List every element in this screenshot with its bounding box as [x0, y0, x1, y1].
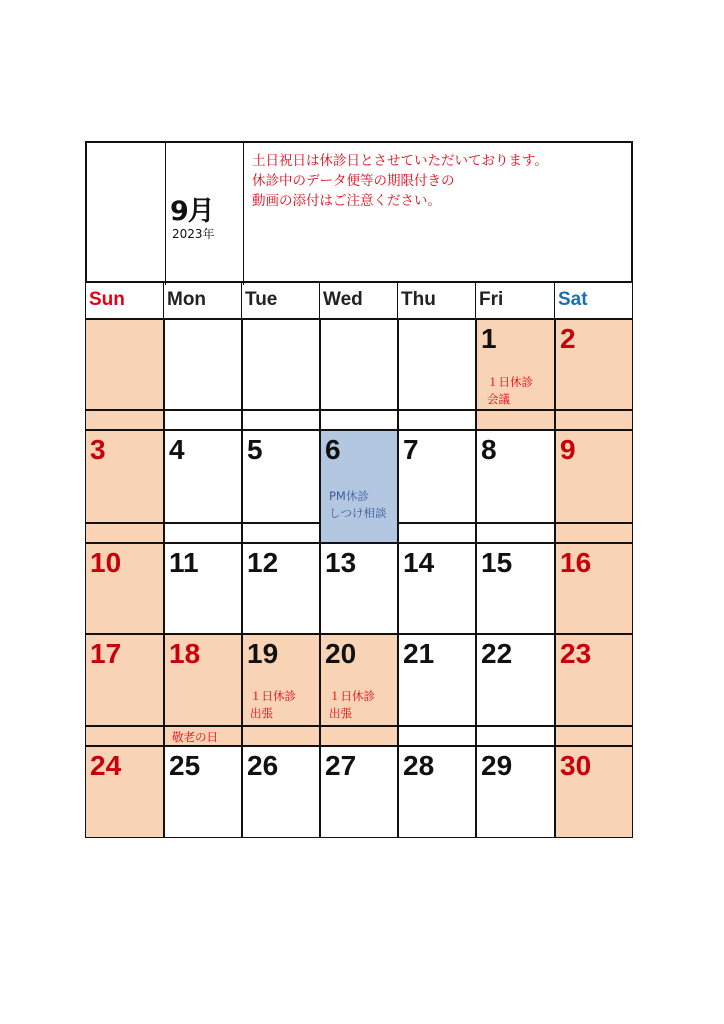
day-number: 6	[325, 434, 341, 465]
day-cell	[398, 430, 476, 523]
weekday-fri	[476, 283, 555, 319]
day-cell	[164, 746, 242, 838]
holiday-strip	[398, 523, 476, 543]
day-cell	[398, 543, 476, 634]
closure-note: １日休診	[329, 689, 375, 703]
closure-note: １日休診	[250, 689, 296, 703]
day-number: 20	[325, 638, 357, 669]
day-number: 17	[90, 638, 122, 669]
holiday-strip	[476, 523, 555, 543]
closure-note: １日休診	[487, 375, 533, 389]
holiday-strip	[476, 726, 555, 746]
day-cell-empty	[242, 319, 320, 410]
day-number: 10	[90, 547, 122, 578]
day-cell-empty	[85, 319, 164, 410]
holiday-strip	[164, 726, 242, 746]
holiday-strip	[242, 410, 320, 430]
day-number: 26	[247, 750, 279, 781]
holiday-strip	[555, 410, 633, 430]
holiday-strip	[164, 410, 242, 430]
day-cell	[476, 543, 555, 634]
day-number: 30	[560, 750, 592, 781]
day-cell	[164, 543, 242, 634]
weekday-sat	[555, 283, 633, 319]
day-cell	[555, 634, 633, 726]
holiday-label: 敬老の日	[172, 730, 218, 744]
day-cell	[320, 543, 398, 634]
day-cell	[555, 430, 633, 523]
holiday-strip	[242, 523, 320, 543]
holiday-strip	[85, 523, 164, 543]
day-number: 12	[247, 547, 279, 578]
day-number: 22	[481, 638, 513, 669]
day-cell	[398, 634, 476, 726]
day-cell	[555, 319, 633, 410]
day-cell	[85, 543, 164, 634]
day-cell	[476, 634, 555, 726]
closure-note: しつけ相談	[329, 506, 387, 520]
day-cell	[85, 430, 164, 523]
closure-note: 会議	[487, 392, 510, 406]
day-cell	[555, 746, 633, 838]
day-number: 2	[560, 323, 576, 354]
day-cell	[164, 634, 242, 726]
day-number: 11	[169, 547, 199, 578]
year-label: 2023年	[172, 227, 215, 241]
day-number: 9	[560, 434, 576, 465]
day-cell	[164, 430, 242, 523]
day-number: 3	[90, 434, 106, 465]
day-cell	[85, 746, 164, 838]
day-number: 7	[403, 434, 419, 465]
weekday-label: Sun	[89, 289, 125, 310]
day-cell	[398, 746, 476, 838]
day-cell	[555, 543, 633, 634]
holiday-strip	[398, 410, 476, 430]
month-label: 9月	[170, 196, 214, 227]
closure-note: 出張	[250, 706, 273, 720]
day-cell	[85, 634, 164, 726]
weekday-label: Wed	[323, 289, 363, 310]
day-number: 23	[560, 638, 592, 669]
day-number: 25	[169, 750, 201, 781]
weekday-label: Tue	[245, 289, 278, 310]
day-cell-empty	[320, 319, 398, 410]
holiday-strip	[85, 410, 164, 430]
weekday-sun	[85, 283, 164, 319]
day-number: 16	[560, 547, 592, 578]
day-number: 28	[403, 750, 435, 781]
day-number: 8	[481, 434, 497, 465]
day-cell	[476, 430, 555, 523]
closure-note: 出張	[329, 706, 352, 720]
day-cell	[242, 634, 320, 726]
day-cell	[476, 746, 555, 838]
day-cell-empty	[398, 319, 476, 410]
holiday-strip	[320, 410, 398, 430]
weekday-label: Mon	[167, 289, 207, 310]
holiday-strip	[555, 726, 633, 746]
holiday-strip	[476, 410, 555, 430]
notice-line: 動画の添付はご注意ください。	[252, 193, 441, 209]
day-cell-empty	[164, 319, 242, 410]
day-number: 18	[169, 638, 201, 669]
day-number: 14	[403, 547, 435, 578]
header-blank-cell	[87, 143, 166, 285]
day-number: 19	[247, 638, 279, 669]
weekday-thu	[398, 283, 476, 319]
holiday-strip	[555, 523, 633, 543]
calendar-header	[85, 141, 633, 283]
weekday-wed	[320, 283, 398, 319]
day-cell	[242, 430, 320, 523]
day-cell	[476, 319, 555, 410]
day-number: 4	[169, 434, 185, 465]
day-cell	[242, 543, 320, 634]
weekday-tue	[242, 283, 320, 319]
day-number: 21	[403, 638, 435, 669]
holiday-strip	[164, 523, 242, 543]
day-number: 13	[325, 547, 357, 578]
day-number: 1	[481, 323, 497, 354]
day-cell	[320, 746, 398, 838]
day-number: 5	[247, 434, 263, 465]
calendar	[85, 141, 633, 838]
day-number: 29	[481, 750, 513, 781]
day-number: 27	[325, 750, 357, 781]
closure-notice	[244, 143, 631, 285]
holiday-strip	[320, 726, 398, 746]
notice-line: 土日祝日は休診日とさせていただいております。	[252, 153, 548, 169]
weekday-label: Sat	[558, 289, 588, 310]
weekday-mon	[164, 283, 242, 319]
weekday-label: Fri	[479, 289, 504, 310]
holiday-strip	[398, 726, 476, 746]
holiday-strip	[242, 726, 320, 746]
month-cell	[166, 143, 244, 285]
closure-note: PM休診	[329, 489, 369, 503]
day-cell	[320, 634, 398, 726]
holiday-strip	[85, 726, 164, 746]
day-number: 24	[90, 750, 122, 781]
notice-line: 休診中のデータ便等の期限付きの	[252, 173, 455, 189]
day-cell	[242, 746, 320, 838]
day-cell	[320, 430, 398, 543]
day-number: 15	[481, 547, 513, 578]
weekday-label: Thu	[401, 289, 436, 310]
